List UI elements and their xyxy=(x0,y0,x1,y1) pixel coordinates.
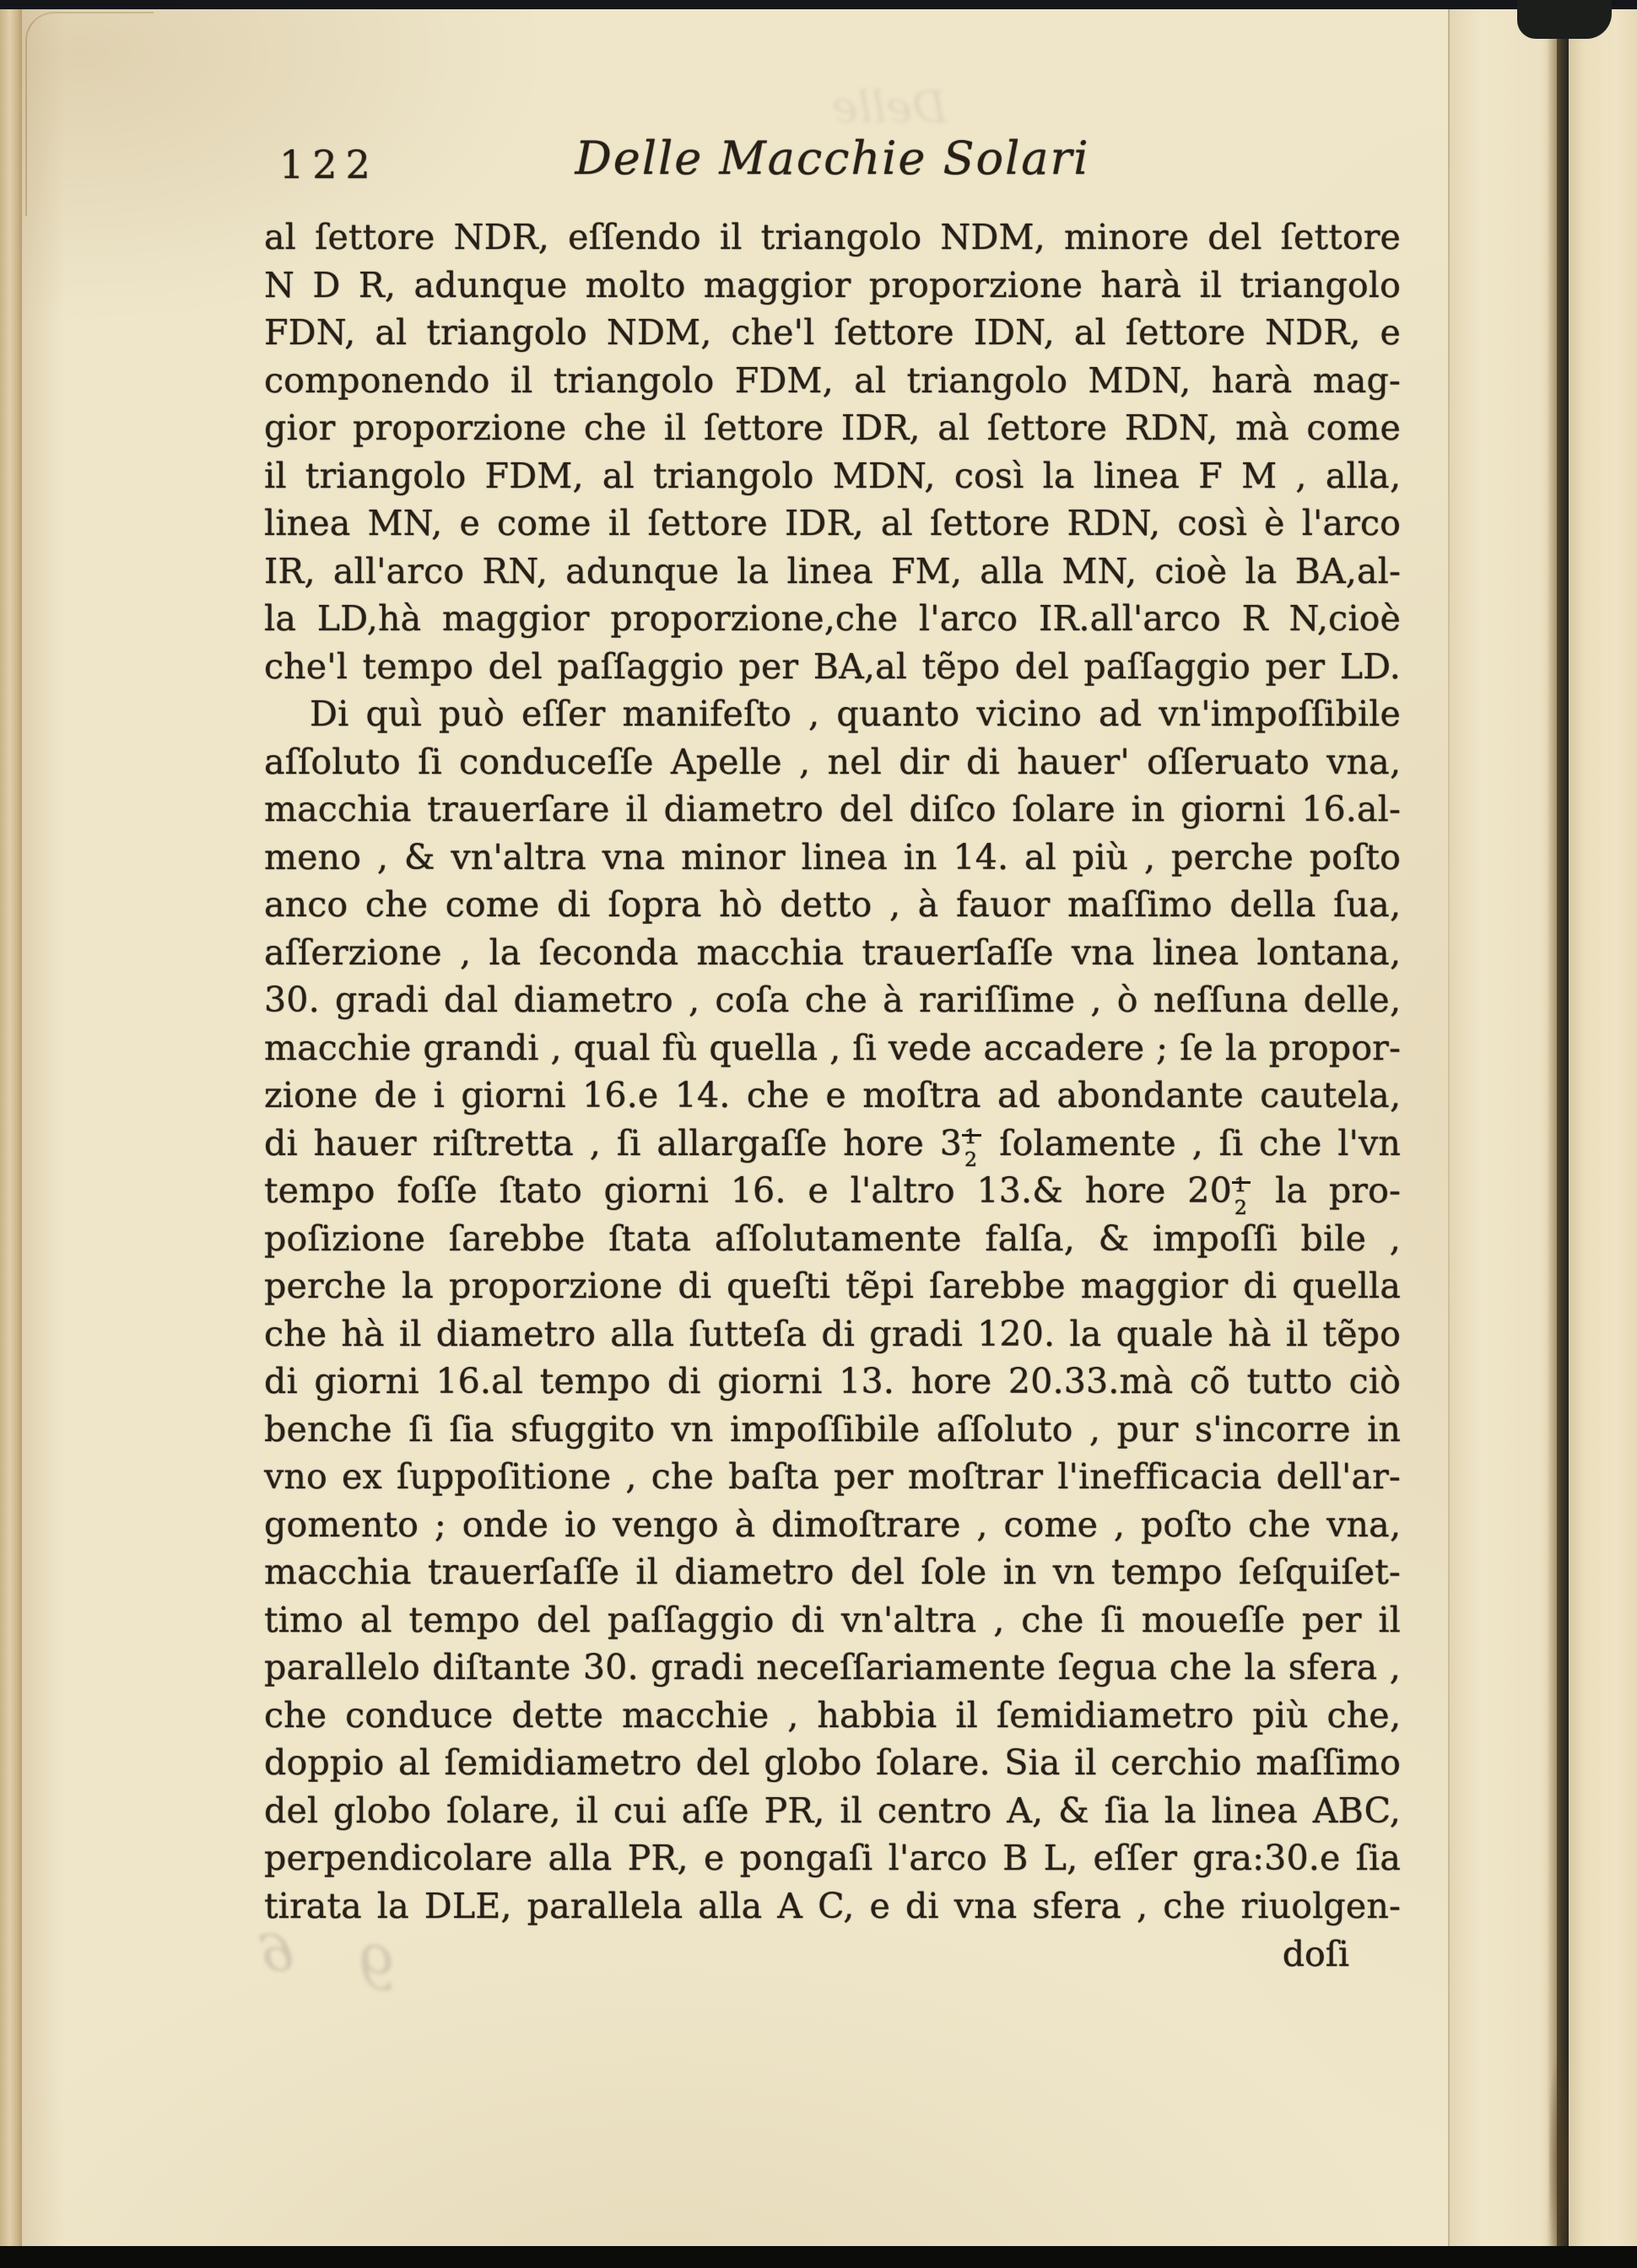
text-line: macchie grandi , qual fù quella , ſi vede accadere ; ſe la propor- xyxy=(264,1027,1401,1068)
next-page-edge xyxy=(1569,8,1637,2248)
ink-showthrough: 9 xyxy=(354,1931,399,2006)
text-line: N D R, adunque molto maggior proporzione harà il triangolo xyxy=(264,264,1401,305)
text-line: 30. gradi dal diametro , coſa che à rariſſime , ò neſſuna delle‚ xyxy=(264,980,1401,1020)
text-line: zione de i giorni 16.e 14. che e moſtra ad abondante cautela‚ xyxy=(264,1075,1401,1115)
text-line: al ſettore NDR, eſſendo il triangolo NDM, minore del ſettore xyxy=(264,217,1401,257)
gutter-shadow xyxy=(1547,8,1569,2248)
ink-showthrough: Delle xyxy=(832,83,948,133)
ink-showthrough: 6 xyxy=(256,1920,298,1986)
text-line: anco che come di ſopra hò detto , à fauor maſſimo della ſua‚ xyxy=(264,884,1401,925)
text-line: gomento ; onde io vengo à dimoſtrare , come , poſto che vna‚ xyxy=(264,1504,1401,1545)
text-line: il triangolo FDM, al triangolo MDN, così la linea F M , alla‚ xyxy=(264,455,1401,496)
text-line: che'l tempo del paſſaggio per BA,al tẽpo del paſſaggio per LD. xyxy=(264,645,1401,687)
text-line: macchia trauerſare il diametro del diſco ſolare in giorni 16.al- xyxy=(264,789,1401,829)
text-line: timo al tempo del paſſaggio di vn'altra , che ſi moueſſe per il xyxy=(264,1599,1401,1640)
text-line: del globo ſolare, il cui aſſe PR, il centro A, & ſia la linea ABC, xyxy=(264,1790,1401,1831)
text-line: macchia trauerſaſſe il diametro del ſole in vn tempo ſeſquiſet- xyxy=(264,1552,1401,1592)
text-line: componendo il triangolo FDM, al triangolo MDN, harà mag- xyxy=(264,359,1401,401)
page-number: 122 xyxy=(279,142,379,187)
text-line: perche la proporzione di queſti tẽpi ſarebbe maggior di quella xyxy=(264,1266,1401,1306)
text-line: aſſerzione , la ſeconda macchia trauerſaſſe vna linea lontana‚ xyxy=(264,932,1401,973)
text-line: che hà il diametro alla ſutteſa di gradi 120. la quale hà il tẽpo xyxy=(264,1313,1401,1354)
text-line: tempo foſſe ſtato giorni 16. e l'altro 13.& hore 20 1 2 la pro- xyxy=(264,1170,1402,1219)
text-line: linea MN, e come il ſettore IDR, al ſettore RDN, così è l'arco xyxy=(264,503,1401,543)
text-line: di hauer riſtretta , ſi allargaſſe hore 3 1 2 ſolamente , ſi che l'vn xyxy=(264,1122,1402,1172)
paragraph xyxy=(264,213,1401,690)
stacked-fraction: 1 2 xyxy=(1232,1171,1253,1202)
text-line: la LD,hà maggior proporzione,che l'arco IR.all'arco R N,cioè xyxy=(264,598,1401,639)
left-page-edge xyxy=(0,8,22,2248)
text-line: di giorni 16.al tempo di giorni 13. hore 20.33.mà cõ tutto ciò xyxy=(264,1361,1401,1401)
text-line: vno ex ſuppoſitione , che baſta per moſtrar l'inefficacia dell'ar- xyxy=(264,1456,1401,1497)
text-line: Di quì può eſſer manifeſto , quanto vicino ad vn'impoſſibile xyxy=(310,694,1401,734)
text-line: perpendicolare alla PR, e pongaſi l'arco B L, eſſer gra:30.e ſia xyxy=(264,1838,1401,1878)
text-line: gior proporzione che il ſettore IDR, al ſettore RDN, mà come xyxy=(264,408,1401,448)
scan-edge-top xyxy=(0,0,1637,9)
text-line: poſizione ſarebbe ſtata aſſolutamente falſa, & impoſſi bile , xyxy=(264,1218,1401,1259)
text-line: parallelo diſtante 30. gradi neceſſariamente ſegua che la sfera , xyxy=(264,1647,1401,1688)
catchword: doſi xyxy=(1282,1934,1349,1974)
text-line: doppio al ſemidiametro del globo ſolare. Sia il cerchio maſſimo xyxy=(264,1742,1401,1783)
text-line: aſſoluto ſi conduceſſe Apelle , nel dir di hauer' oſſeruato vna‚ xyxy=(264,741,1401,782)
text-line: benche ſi ſia sfuggito vn impoſſibile aſſoluto , pur s'incorre in xyxy=(264,1408,1401,1450)
text-line: tirata la DLE, parallela alla A C, e di vna sfera , che riuolgen- xyxy=(264,1885,1401,1926)
scan-edge-notch xyxy=(1517,0,1612,39)
corner-crease xyxy=(25,12,154,216)
text-line: FDN, al triangolo NDM, che'l ſettore IDN, al ſettore NDR, e xyxy=(264,312,1401,353)
page-leaf xyxy=(22,8,1450,2248)
text-line: IR, all'arco RN, adunque la linea FM, alla MN, cioè la BA,al- xyxy=(264,550,1401,591)
paragraph xyxy=(264,690,1401,1930)
stacked-fraction: 1 2 xyxy=(962,1124,983,1155)
running-title: Delle Macchie Solari xyxy=(575,132,1090,185)
text-line: meno , & vn'altra vna minor linea in 14. al più , perche poſto xyxy=(264,836,1401,878)
text-line: che conduce dette macchie , habbia il ſemidiametro più che‚ xyxy=(264,1694,1401,1736)
page-edge-strip xyxy=(1450,8,1557,2248)
scan-edge-bottom xyxy=(0,2246,1637,2268)
